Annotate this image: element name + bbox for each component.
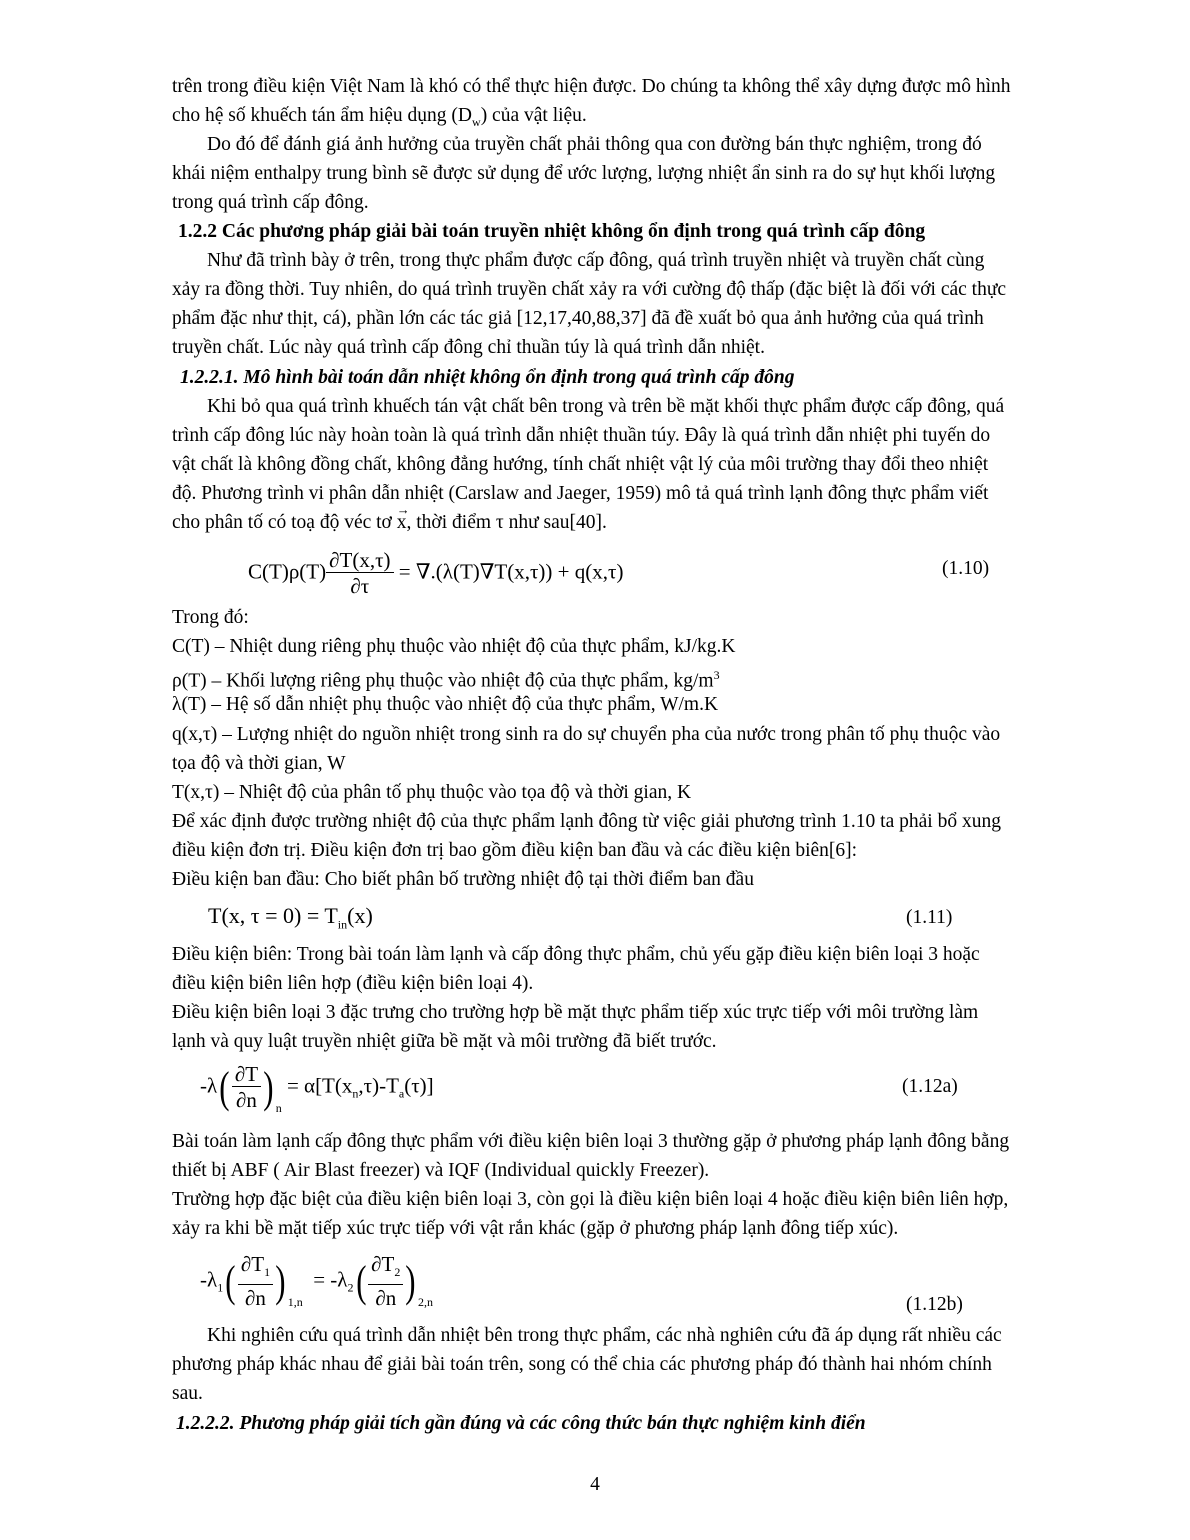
paragraph-line: trình cấp đông lúc này hoàn toàn là quá trình dẫn nhiệt thuần túy. Đây là quá trình dẫn nhiệt phi tuyến do [172, 425, 991, 446]
paragraph-line: điều kiện đơn trị. Điều kiện đơn trị bao gồm điều kiện ban đầu và các điều kiện biên[6]: [172, 840, 858, 861]
paragraph-line: khái niệm enthalpy trung bình sẽ được sử dụng để ước lượng, lượng nhiệt ẩn sinh ra do sự hụt khối lượng [172, 163, 996, 184]
paragraph-line: điều kiện biên liên hợp (điều kiện biên loại 4). [172, 973, 534, 994]
equation-number: (1.12a) [902, 1076, 958, 1097]
definition-line: λ(T) – Hệ số dẫn nhiệt phụ thuộc vào nhiệt độ của thực phẩm, W/m.K [172, 694, 719, 715]
subsection-heading-1-2-2-2: 1.2.2.2. Phương pháp giải tích gần đúng và các công thức bán thực nghiệm kinh điển [176, 1413, 866, 1434]
fraction: $\frac{\partial T_2}{\partial n}$ [368, 1252, 403, 1311]
definition-line: T(x,τ) – Nhiệt độ của phân tố phụ thuộc vào tọa độ và thời gian, K [172, 782, 692, 803]
paragraph-line: lạnh và quy luật truyền nhiệt giữa bề mặt và môi trường đã biết trước. [172, 1031, 717, 1052]
equation-1-12a: -λ( $\frac{\partial T}{\partial n}$ ) $_n = \alpha[T(x_n,\tau)-T_a(\tau)]$ [200, 1062, 434, 1115]
paragraph-line: truyền chất. Lúc này quá trình cấp đông chỉ thuần túy là quá trình dẫn nhiệt. [172, 337, 765, 358]
fraction: $\frac{\partial T(x,\tau)}{\partial\tau}$ [326, 548, 393, 599]
equation-1-12b: $-\lambda_1$( $\frac{\partial T_1}{\partial n}$ ) $_{1,n} = -\lambda_2$( $\frac{\partial T_2}{\partial n}$ ) $_{2,n}$ [200, 1252, 434, 1311]
equation-number: (1.11) [906, 907, 953, 928]
paragraph-line: độ. Phương trình vi phân dẫn nhiệt (Carslaw and Jaeger, 1959) mô tả quá trình lạnh đông thực phẩm viết [172, 483, 989, 504]
paragraph-line: Điều kiện biên: Trong bài toán làm lạnh và cấp đông thực phẩm, chủ yếu gặp điều kiện biên loại 3 hoặc [172, 944, 980, 965]
subsection-heading-1-2-2-1: 1.2.2.1. Mô hình bài toán dẫn nhiệt không ổn định trong quá trình cấp đông [180, 367, 795, 388]
definition-line: C(T) – Nhiệt dung riêng phụ thuộc vào nhiệt độ của thực phẩm, kJ/kg.K [172, 636, 736, 657]
paragraph-line: phương pháp khác nhau để giải bài toán trên, song có thể chia các phương pháp đó thành hai nhóm chính [172, 1354, 992, 1375]
page-number: 4 [590, 1474, 600, 1495]
definition-line: tọa độ và thời gian, W [172, 753, 346, 774]
paragraph-line: cho phân tố có toạ độ véc tơ → x, thời điểm τ như sau[40]. [172, 508, 607, 537]
paragraph-line: trong quá trình cấp đông. [172, 192, 369, 213]
paragraph-line: Khi nghiên cứu quá trình dẫn nhiệt bên trong thực phẩm, các nhà nghiên cứu đã áp dụng rất nhiều các [207, 1325, 1002, 1346]
paragraph-line: Do đó để đánh giá ảnh hưởng của truyền chất phải thông qua con đường bán thực nghiệm, trong đó [207, 134, 982, 155]
paragraph-line: thiết bị ABF ( Air Blast freezer) và IQF (Individual quickly Freezer). [172, 1160, 710, 1181]
fraction: $\frac{\partial T_1}{\partial n}$ [238, 1252, 273, 1311]
paragraph-line: xảy ra khi bề mặt tiếp xúc trực tiếp với vật rắn khác (gặp ở phương pháp lạnh đông tiếp xúc). [172, 1218, 899, 1239]
paragraph-line: vật chất là không đồng chất, không đẳng hướng, tính chất nhiệt vật lý của môi trường thay đổi theo nhiệt [172, 454, 989, 475]
equation-number: (1.12b) [906, 1294, 963, 1315]
equation-number: (1.10) [942, 558, 990, 579]
paragraph-line: Điều kiện biên loại 3 đặc trưng cho trường hợp bề mặt thực phẩm tiếp xúc trực tiếp với môi trường làm [172, 1002, 979, 1023]
definition-line: ρ(T) – Khối lượng riêng phụ thuộc vào nhiệt độ của thực phẩm, $kg/m^3$ [172, 668, 720, 692]
paragraph-line: Bài toán làm lạnh cấp đông thực phẩm với điều kiện biên loại 3 thường gặp ở phương pháp lạnh đông bằng [172, 1131, 1010, 1152]
section-heading-1-2-2: 1.2.2 Các phương pháp giải bài toán truyền nhiệt không ổn định trong quá trình cấp đông [178, 221, 926, 242]
paragraph-line: Để xác định được trường nhiệt độ của thực phẩm lạnh đông từ việc giải phương trình 1.10 ta phải bổ xung [172, 811, 1001, 832]
paragraph-line: Trong đó: [172, 607, 249, 628]
paragraph-line: cho hệ số khuếch tán ẩm hiệu dụng $(D_w)$ của vật liệu. [172, 105, 587, 129]
paragraph-line: sau. [172, 1383, 203, 1404]
definition-line: q(x,τ) – Lượng nhiệt do nguồn nhiệt trong sinh ra do sự chuyển pha của nước trong phân tố phụ thuộc vào [172, 724, 1001, 745]
equation-1-10: C(T)ρ(T) $\frac{\partial T(x,\tau)}{\partial\tau}$ = ∇.(λ(T)∇T(x,τ)) + q(x,τ) [248, 548, 624, 598]
paragraph-line: Trường hợp đặc biệt của điều kiện biên loại 3, còn gọi là điều kiện biên loại 4 hoặc điều kiện biên liên hợp, [172, 1189, 1009, 1210]
paragraph-line: Điều kiện ban đầu: Cho biết phân bố trường nhiệt độ tại thời điểm ban đầu [172, 869, 754, 890]
paragraph-line: phẩm đặc như thịt, cá), phần lớn các tác giả [12,17,40,88,37] đã đề xuất bỏ qua ảnh hưởng của quá trình [172, 308, 984, 329]
fraction: $\frac{\partial T}{\partial n}$ [232, 1062, 261, 1113]
paragraph-line: Như đã trình bày ở trên, trong thực phẩm được cấp đông, quá trình truyền nhiệt và truyền chất cùng [207, 250, 985, 271]
equation-1-11: T(x, $\tau = 0) = T_{in}(x)$ [208, 903, 373, 932]
paragraph-line: trên trong điều kiện Việt Nam là khó có thể thực hiện được. Do chúng ta không thể xây dựng được mô hình [172, 76, 1011, 97]
paragraph-line: xảy ra đồng thời. Tuy nhiên, do quá trình truyền chất xảy ra với cường độ thấp (đặc biệt là đối với các thực [172, 279, 1007, 300]
paragraph-line: Khi bỏ qua quá trình khuếch tán vật chất bên trong và trên bề mặt khối thực phẩm được cấp đông, quá [207, 396, 1005, 417]
